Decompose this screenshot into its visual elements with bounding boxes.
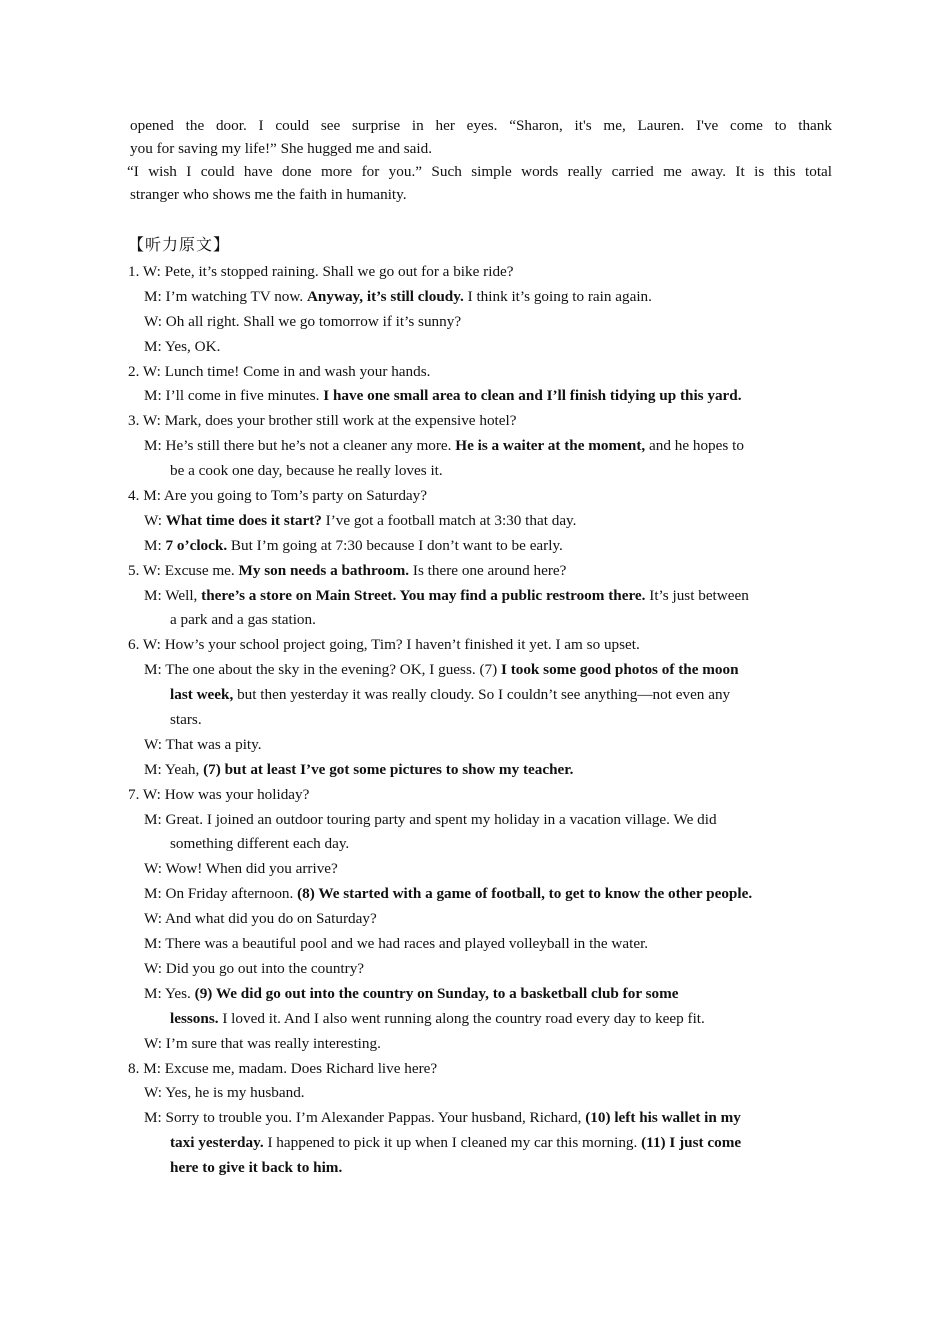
dialog-text: M:: [144, 536, 166, 554]
answer-key-text: (11) I just come: [641, 1134, 742, 1152]
dialog-8-line: [128, 1131, 833, 1156]
dialog-7-line: W: And what did you do on Saturday?: [144, 910, 377, 928]
dialog-7-line: [128, 982, 833, 1007]
dialog-text: I loved it. And I also went running along the country road every day to keep fit.: [218, 1009, 705, 1027]
dialog-text: M: Sorry to trouble you. I’m Alexander Pappas. Your husband, Richard,: [144, 1109, 586, 1127]
dialog-text: I’ve got a football match at 3:30 that day.: [321, 511, 577, 529]
dialog-text: But I’m going at 7:30 because I don’t want to be early.: [227, 536, 563, 554]
dialog-text: M: Yes.: [144, 984, 195, 1002]
dialog-1-line: 1. W: Pete, it’s stopped raining. Shall we go out for a bike ride?: [128, 263, 514, 280]
story-ending-paragraph: [127, 114, 832, 206]
answer-key-text: lessons.: [170, 1009, 219, 1027]
dialog-text: M: The one about the sky in the evening? OK, I guess. (7): [144, 661, 501, 679]
dialog-6-line: stars.: [170, 711, 202, 729]
dialog-6-line: 6. W: How’s your school project going, Tim? I haven’t finished it yet. I am so upset.: [128, 636, 640, 654]
dialog-text: It’s just between: [645, 586, 749, 604]
dialog-6-line: [128, 758, 833, 783]
dialog-6-line: W: That was a pity.: [144, 735, 262, 753]
listening-transcript: [128, 260, 833, 1181]
dialog-7-line: M: Great. I joined an outdoor touring party and spent my holiday in a vacation village. We did: [144, 810, 717, 828]
dialog-5-line: [128, 559, 833, 584]
answer-key-text: taxi yesterday.: [170, 1134, 264, 1152]
answer-key-text: (10) left his wallet in my: [585, 1109, 741, 1127]
dialog-7-line: W: I’m sure that was really interesting.: [144, 1034, 381, 1052]
dialog-7-line: W: Did you go out into the country?: [144, 959, 365, 977]
dialog-3-line: 3. W: Mark, does your brother still work at the expensive hotel?: [128, 412, 517, 430]
dialog-text: M: Well,: [144, 586, 202, 604]
dialog-5-line: a park and a gas station.: [170, 611, 316, 629]
dialog-text: but then yesterday it was really cloudy. So I couldn’t see anything—not even any: [233, 686, 731, 704]
dialog-8-line: [128, 1156, 833, 1181]
dialog-4-line: [128, 534, 833, 559]
answer-key-text: What time does it start?: [165, 511, 322, 529]
dialog-text: I think it’s going to rain again.: [463, 287, 652, 305]
dialog-3-line: be a cook one day, because he really loves it.: [170, 462, 443, 480]
dialog-8-line: 8. M: Excuse me, madam. Does Richard live here?: [128, 1059, 438, 1077]
dialog-7-line: [128, 882, 833, 907]
answer-key-text: I took some good photos of the moon: [500, 661, 739, 679]
answer-key-text: Anyway, it’s still cloudy.: [306, 287, 464, 305]
answer-key-text: (7) but at least I’ve got some pictures to show my teacher.: [203, 760, 574, 778]
dialog-text: M: On Friday afternoon.: [144, 885, 298, 903]
dialog-2-line: [128, 384, 833, 409]
dialog-2-line: 2. W: Lunch time! Come in and wash your hands.: [128, 362, 431, 380]
dialog-text: W:: [144, 511, 166, 529]
dialog-4-line: [128, 509, 833, 534]
dialog-text: M: Yeah,: [144, 760, 204, 778]
dialog-5-line: [128, 584, 833, 609]
dialog-8-line: W: Yes, he is my husband.: [144, 1084, 305, 1102]
dialog-3-line: [128, 434, 833, 459]
dialog-text: I happened to pick it up when I cleaned my car this morning.: [263, 1134, 642, 1152]
dialog-7-line: 7. W: How was your holiday?: [128, 785, 310, 803]
dialog-1-line: M: Yes, OK.: [144, 337, 221, 355]
dialog-text: and he hopes to: [645, 437, 744, 455]
dialog-6-line: [128, 683, 833, 708]
story-line: stranger who shows me the faith in humanity.: [130, 186, 407, 203]
answer-key-text: My son needs a bathroom.: [238, 561, 410, 579]
dialog-text: M: He’s still there but he’s not a cleaner any more.: [144, 437, 456, 455]
answer-key-text: here to give it back to him.: [170, 1159, 343, 1177]
dialog-text: M: I’ll come in five minutes.: [144, 387, 324, 405]
dialog-text: Is there one around here?: [409, 561, 567, 579]
answer-key-text: there’s a store on Main Street. You may find a public restroom there.: [201, 586, 646, 604]
dialog-4-line: 4. M: Are you going to Tom’s party on Saturday?: [128, 487, 428, 505]
dialog-6-line: [128, 658, 833, 683]
answer-key-text: (9) We did go out into the country on Sunday, to a basketball club for some: [194, 984, 679, 1002]
dialog-7-line: W: Wow! When did you arrive?: [144, 860, 338, 878]
dialog-1-line: W: Oh all right. Shall we go tomorrow if it’s sunny?: [144, 312, 462, 330]
dialog-7-line: something different each day.: [170, 835, 350, 853]
answer-key-text: (8) We started with a game of football, to get to know the other people.: [297, 885, 753, 903]
dialog-text: M: I’m watching TV now.: [144, 287, 307, 305]
story-line: opened the door. I could see surprise in her eyes. “Sharon, it's me, Lauren. I've come to thank: [130, 117, 832, 134]
dialog-7-line: M: There was a beautiful pool and we had races and played volleyball in the water.: [144, 935, 649, 953]
dialog-1-line: [128, 285, 833, 310]
answer-key-text: last week,: [170, 686, 234, 704]
answer-key-text: I have one small area to clean and I’ll finish tidying up this yard.: [323, 387, 742, 405]
dialog-8-line: [128, 1106, 833, 1131]
dialog-7-line: [128, 1007, 833, 1032]
dialog-text: 5. W: Excuse me.: [128, 561, 239, 579]
answer-key-text: 7 o’clock.: [165, 536, 228, 554]
answer-key-text: He is a waiter at the moment,: [455, 437, 646, 455]
listening-transcript-heading: 【听力原文】: [128, 237, 231, 254]
story-line: “I wish I could have done more for you.” Such simple words really carried me away. It is this total: [127, 163, 832, 180]
story-line: you for saving my life!” She hugged me and said.: [130, 140, 432, 157]
